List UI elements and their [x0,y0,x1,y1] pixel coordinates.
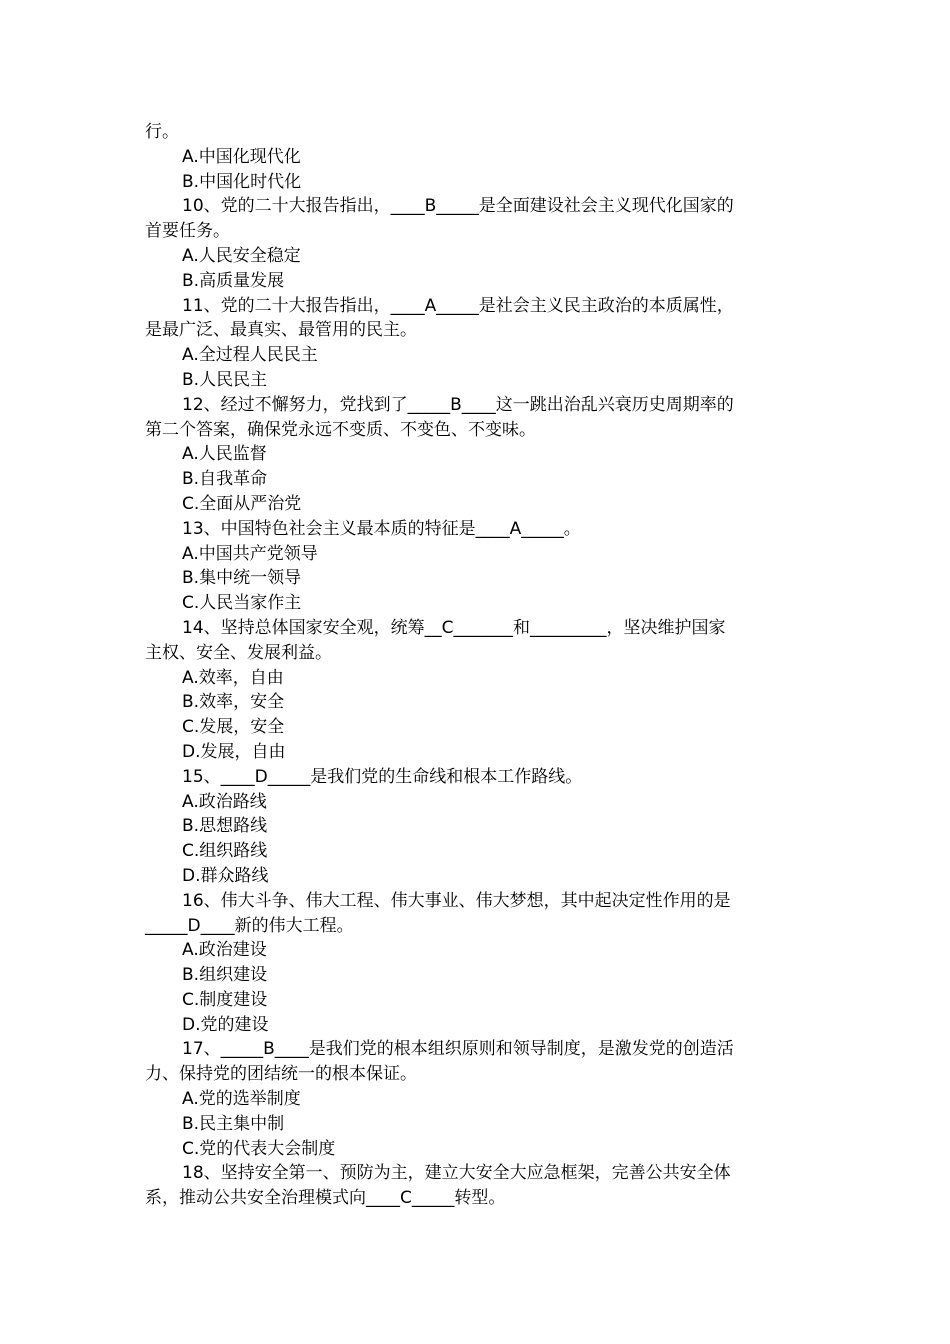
text-line: 行。 [145,122,179,142]
text-line: 13、中国特色社会主义最本质的特征是____A_____。 [182,518,581,539]
text-line: B.民主集中制 [182,1113,285,1134]
text-line: 第二个答案，确保党永远不变质、不变色、不变味。 [145,419,536,440]
text-line: B.集中统一领导 [182,568,302,589]
text-line: 主权、安全、发展利益。 [145,642,332,663]
text-line: 12、经过不懈努力，党找到了_____B____这一跳出治乱兴衰历史周期率的 [182,394,734,415]
text-line: A.党的选举制度 [182,1089,301,1110]
text-line: B.高质量发展 [182,270,285,291]
text-line: 16、伟大斗争、伟大工程、伟大事业、伟大梦想，其中起决定性作用的是 [182,890,731,911]
text-line: D.党的建设 [182,1014,269,1035]
text-line: 是最广泛、最真实、最管用的民主。 [145,320,417,341]
text-line: A.政治路线 [182,791,267,812]
text-line: B.自我革命 [182,469,268,490]
text-line: 系，推动公共安全治理模式向____C_____转型。 [145,1188,506,1209]
text-line: C.党的代表大会制度 [182,1138,336,1159]
text-line: C.全面从严治党 [182,493,302,514]
text-line: A.政治建设 [182,940,267,961]
text-line: _____D____新的伟大工程。 [145,915,354,936]
text-line: B.中国化时代化 [182,171,302,192]
text-line: D.发展，自由 [182,741,286,762]
text-line: 10、党的二十大报告指出，____B_____是全面建设社会主义现代化国家的 [182,196,734,217]
text-line: A.人民监督 [182,444,267,465]
text-line: B.思想路线 [182,816,268,837]
text-line: C.组织路线 [182,841,268,862]
text-line: B.效率，安全 [182,692,285,713]
text-line: A.全过程人民民主 [182,345,318,366]
text-line: C.制度建设 [182,989,268,1010]
text-line: A.人民安全稳定 [182,245,301,266]
text-line: B.组织建设 [182,965,268,986]
text-line: 力、保持党的团结统一的根本保证。 [145,1064,417,1085]
text-line: A.效率，自由 [182,667,284,688]
text-line: 18、坚持安全第一、预防为主，建立大安全大应急框架，完善公共安全体 [182,1163,731,1184]
text-line: C.发展，安全 [182,717,285,738]
text-line: A.中国化现代化 [182,146,301,167]
text-line: 首要任务。 [145,221,230,242]
text-line: D.群众路线 [182,865,269,886]
text-line: 11、党的二十大报告指出，____A_____是社会主义民主政治的本质属性， [182,295,734,316]
text-line: A.中国共产党领导 [182,543,318,564]
document-page [145,120,810,1211]
text-line: B.人民民主 [182,369,268,390]
text-line: 17、_____B____是我们党的根本组织原则和领导制度，是激发党的创造活 [182,1039,734,1060]
text-line: 14、坚持总体国家安全观，统筹__C_______和_________，坚决维护国家 [182,617,726,638]
text-line: C.人民当家作主 [182,593,302,614]
text-line: 15、____D_____是我们党的生命线和根本工作路线。 [182,766,583,787]
